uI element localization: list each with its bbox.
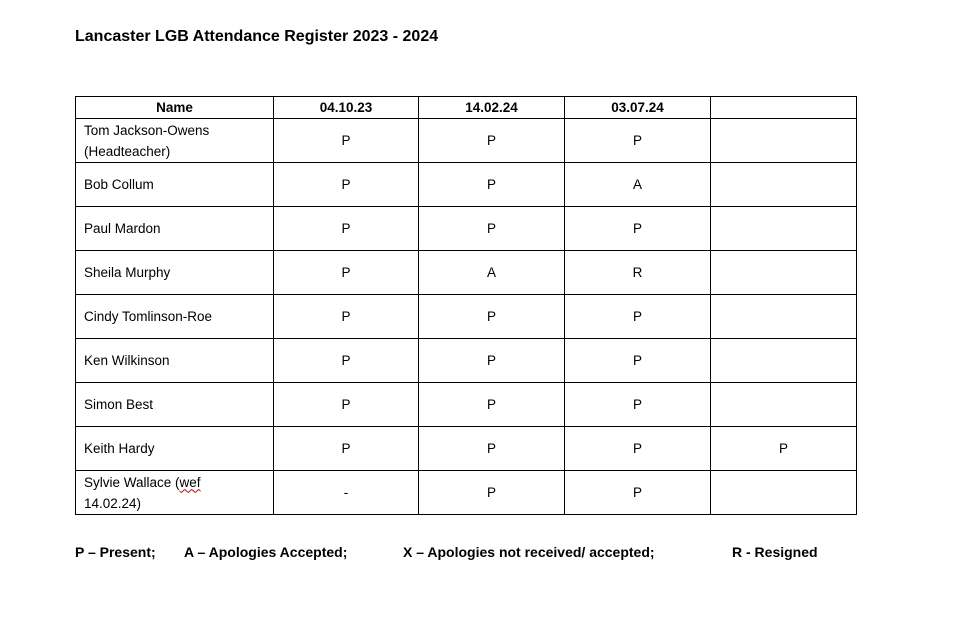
member-name — [76, 119, 274, 163]
column-header-date: 14.02.24 — [419, 97, 565, 119]
legend-apologies-accepted: A – Apologies Accepted; — [184, 544, 348, 560]
attendance-mark — [711, 295, 857, 339]
attendance-mark — [711, 251, 857, 295]
attendance-mark: P — [419, 295, 565, 339]
attendance-mark: P — [711, 427, 857, 471]
member-name: Bob Collum — [76, 163, 274, 207]
spellcheck-flagged-word: wef — [179, 474, 201, 490]
column-header-name: Name — [76, 97, 274, 119]
attendance-mark: A — [565, 163, 711, 207]
attendance-mark — [711, 339, 857, 383]
member-name: Keith Hardy — [76, 427, 274, 471]
member-name-line — [84, 472, 273, 493]
attendance-mark: P — [274, 295, 419, 339]
member-name-line: (Headteacher) — [84, 143, 171, 159]
attendance-mark — [711, 119, 857, 163]
attendance-mark — [711, 471, 857, 515]
attendance-mark: P — [274, 119, 419, 163]
attendance-mark: P — [274, 163, 419, 207]
member-name: Paul Mardon — [76, 207, 274, 251]
legend-present: P – Present; — [75, 544, 156, 560]
attendance-mark — [711, 163, 857, 207]
attendance-mark: P — [274, 251, 419, 295]
attendance-mark: R — [565, 251, 711, 295]
attendance-mark — [711, 207, 857, 251]
attendance-mark: P — [419, 163, 565, 207]
attendance-legend — [0, 544, 980, 564]
table-row — [76, 471, 857, 515]
member-name-text: Sylvie Wallace ( — [84, 474, 180, 490]
member-name: Ken Wilkinson — [76, 339, 274, 383]
legend-resigned: R - Resigned — [732, 544, 818, 560]
table-row — [76, 251, 857, 295]
attendance-mark: P — [419, 339, 565, 383]
table-row — [76, 119, 857, 163]
attendance-mark — [711, 383, 857, 427]
attendance-table — [75, 96, 857, 515]
attendance-mark: P — [419, 383, 565, 427]
table-row — [76, 383, 857, 427]
member-name — [76, 471, 274, 515]
attendance-mark: P — [565, 427, 711, 471]
table-row — [76, 427, 857, 471]
member-name-line: Tom Jackson-Owens — [84, 122, 210, 138]
attendance-mark: P — [274, 427, 419, 471]
table-header-row — [76, 97, 857, 119]
column-header-date: 03.07.24 — [565, 97, 711, 119]
attendance-mark: P — [565, 207, 711, 251]
attendance-mark: - — [274, 471, 419, 515]
table-row — [76, 295, 857, 339]
column-header-date: 04.10.23 — [274, 97, 419, 119]
table-row — [76, 207, 857, 251]
document-title: Lancaster LGB Attendance Register 2023 - 2024 — [75, 28, 439, 45]
attendance-mark: A — [419, 251, 565, 295]
attendance-mark: P — [274, 339, 419, 383]
attendance-mark: P — [419, 427, 565, 471]
attendance-mark: P — [419, 207, 565, 251]
attendance-mark: P — [419, 471, 565, 515]
member-name-line: 14.02.24) — [84, 495, 142, 511]
member-name: Cindy Tomlinson-Roe — [76, 295, 274, 339]
attendance-mark: P — [565, 471, 711, 515]
attendance-mark: P — [565, 119, 711, 163]
legend-apologies-not-received: X – Apologies not received/ accepted; — [403, 544, 655, 560]
member-name: Simon Best — [76, 383, 274, 427]
table-row — [76, 339, 857, 383]
attendance-mark: P — [274, 207, 419, 251]
table-row — [76, 163, 857, 207]
attendance-mark: P — [565, 383, 711, 427]
member-name: Sheila Murphy — [76, 251, 274, 295]
column-header-blank — [711, 97, 857, 119]
attendance-mark: P — [419, 119, 565, 163]
attendance-mark: P — [565, 339, 711, 383]
attendance-mark: P — [274, 383, 419, 427]
attendance-mark: P — [565, 295, 711, 339]
